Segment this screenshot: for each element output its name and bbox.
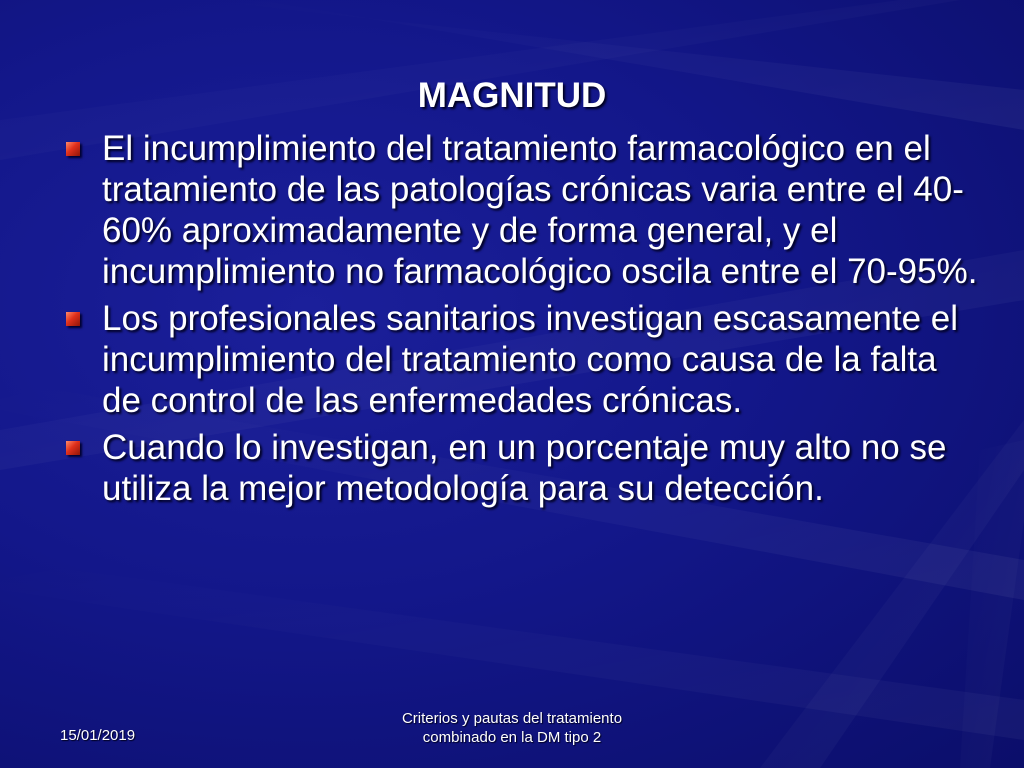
bullet-text-3: Cuando lo investigan, en un porcentaje muy alto no se utiliza la mejor metodología para su detección.: [102, 428, 947, 508]
bullet-text-1: El incumplimiento del tratamiento farmacológico en el tratamiento de las patologías crónicas varia entre el 40-60% aproximadamente y de forma general, y el incumplimiento no farmacológico oscila entre el 70-95%.: [102, 129, 978, 291]
footer-date: 15/01/2019: [60, 727, 136, 744]
footer-title: [372, 709, 652, 747]
bullet-text-2: Los profesionales sanitarios investigan escasamente el incumplimiento del tratamiento como causa de la falta de control de las enfermedades crónicas.: [102, 299, 959, 420]
bullet-item-2: [60, 298, 980, 421]
red-square-bullet-icon: [66, 441, 80, 455]
slide-title: MAGNITUD: [417, 76, 607, 115]
red-square-bullet-icon: [66, 142, 80, 156]
bullet-item-1: [60, 128, 980, 292]
red-square-bullet-icon: [66, 312, 80, 326]
footer-title-line-1: Criterios y pautas del tratamiento: [401, 710, 623, 727]
bullet-item-3: [60, 427, 980, 509]
bullet-list: [60, 128, 980, 515]
footer-title-line-2: combinado en la DM tipo 2: [422, 729, 602, 746]
